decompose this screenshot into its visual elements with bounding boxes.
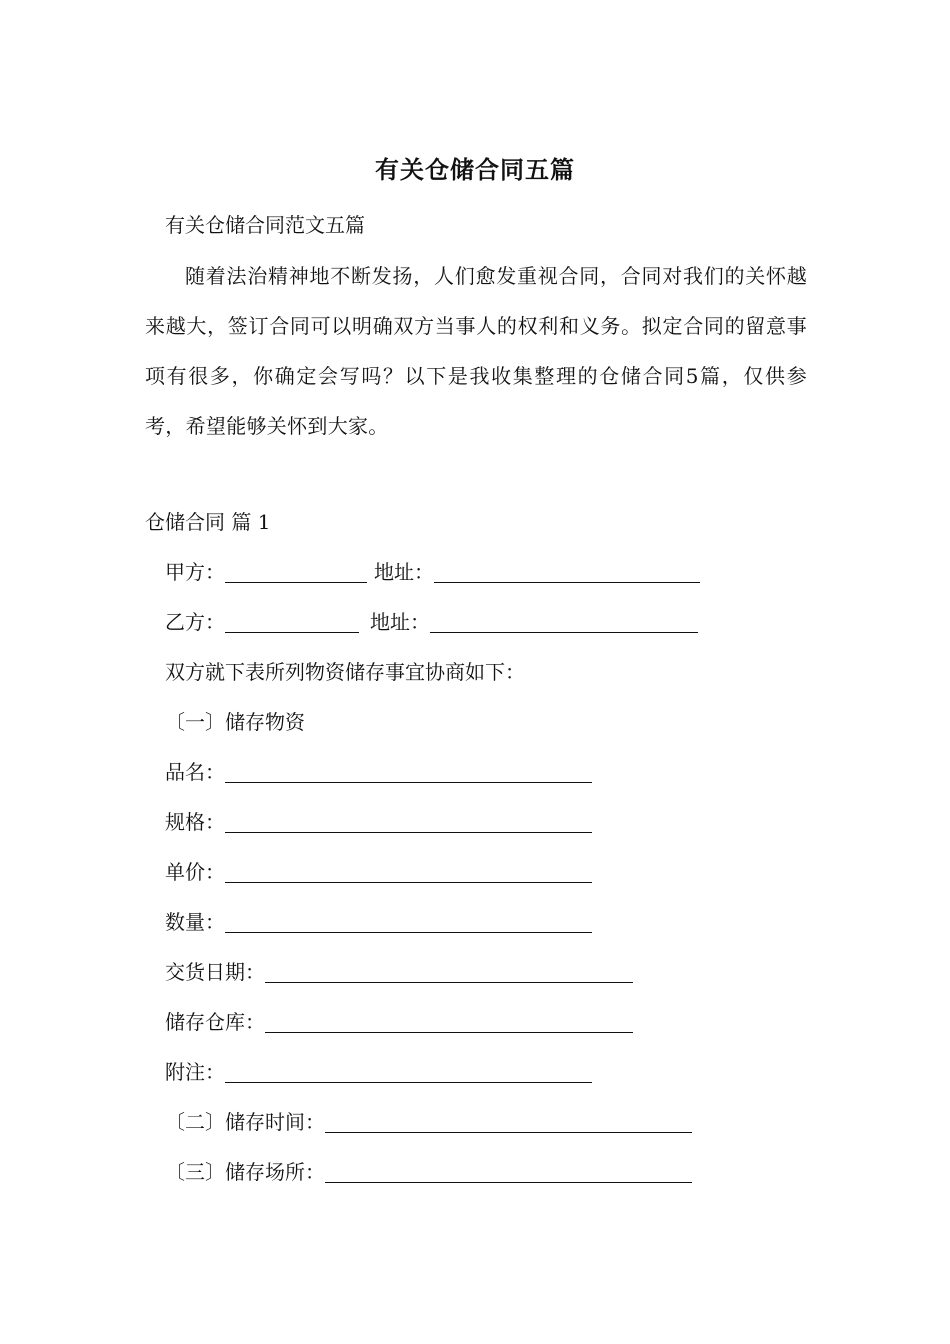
item-one-heading: 〔一〕储存物资 — [165, 710, 305, 734]
unit-price-label: 单价： — [165, 860, 225, 884]
section-heading: 仓储合同 篇 1 — [145, 510, 271, 534]
document-subtitle: 有关仓储合同范文五篇 — [165, 213, 365, 237]
storage-time-label: 〔二〕储存时间： — [165, 1110, 325, 1134]
unit-price-row — [165, 852, 592, 892]
party-a-label: 甲方： — [165, 560, 225, 584]
party-a-row — [165, 552, 700, 592]
storage-location-label: 〔三〕储存场所： — [165, 1160, 325, 1184]
notes-row — [165, 1052, 592, 1092]
storage-location-row — [165, 1152, 692, 1192]
warehouse-row — [165, 1002, 633, 1042]
party-b-row — [165, 602, 698, 642]
party-a-address-label: 地址： — [374, 560, 434, 584]
quantity-label: 数量： — [165, 910, 225, 934]
party-b-address-blank[interactable] — [430, 612, 698, 633]
notes-label: 附注： — [165, 1060, 225, 1084]
warehouse-label: 储存仓库： — [165, 1010, 265, 1034]
party-b-label: 乙方： — [165, 610, 225, 634]
intro-paragraph: 随着法治精神地不断发扬，人们愈发重视合同，合同对我们的关怀越来越大，签订合同可以明确双方当事人的权利和义务。拟定合同的留意事项有很多，你确定会写吗？以下是我收集整理的仓储合同5篇，仅供参考，希望能够关怀到大家。 — [145, 264, 807, 438]
delivery-date-row — [165, 952, 633, 992]
product-name-blank[interactable] — [225, 762, 592, 783]
unit-price-blank[interactable] — [225, 862, 592, 883]
storage-time-blank[interactable] — [325, 1112, 692, 1133]
storage-time-row — [165, 1102, 692, 1142]
party-a-blank[interactable] — [225, 562, 367, 583]
storage-location-blank[interactable] — [325, 1162, 692, 1183]
delivery-date-label: 交货日期： — [165, 960, 265, 984]
specification-blank[interactable] — [225, 812, 592, 833]
warehouse-blank[interactable] — [265, 1012, 633, 1033]
delivery-date-blank[interactable] — [265, 962, 633, 983]
document-title: 有关仓储合同五篇 — [375, 156, 575, 184]
party-b-address-label: 地址： — [370, 610, 430, 634]
quantity-blank[interactable] — [225, 912, 592, 933]
agreement-intro: 双方就下表所列物资储存事宜协商如下： — [165, 660, 525, 684]
quantity-row — [165, 902, 592, 942]
specification-label: 规格： — [165, 810, 225, 834]
notes-blank[interactable] — [225, 1062, 592, 1083]
product-name-label: 品名： — [165, 760, 225, 784]
product-name-row — [165, 752, 592, 792]
party-a-address-blank[interactable] — [434, 562, 700, 583]
specification-row — [165, 802, 592, 842]
party-b-blank[interactable] — [225, 612, 359, 633]
